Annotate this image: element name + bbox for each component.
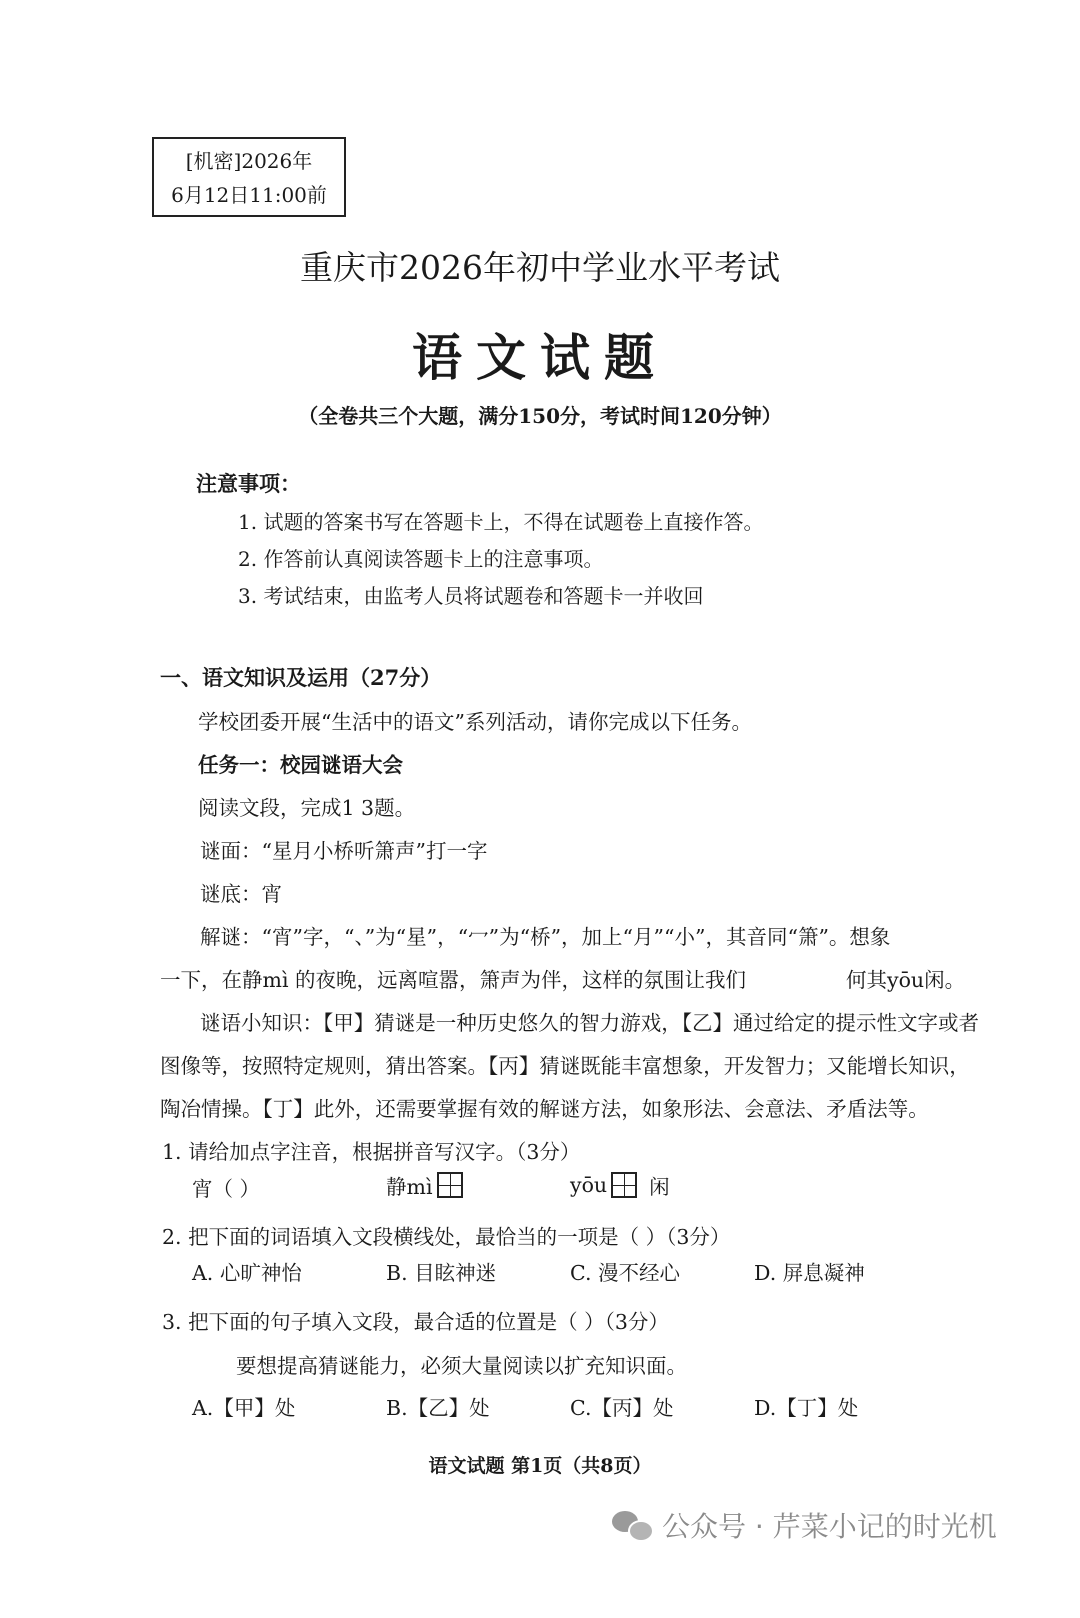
q3-option-b: B.【乙】处 [386, 1396, 490, 1420]
question-2-stem: 2. 把下面的词语填入文段横线处，最恰当的一项是（ ）（3分） [162, 1225, 731, 1249]
confidential-line1: [机密]2026年 [185, 149, 313, 173]
reading-instruction: 阅读文段，完成1 3题。 [198, 796, 416, 820]
riddle-answer: 谜底：宵 [200, 882, 282, 906]
section-intro: 学校团委开展“生活中的语文”系列活动，请你完成以下任务。 [198, 710, 752, 734]
answer-box[interactable] [437, 1172, 463, 1198]
page-footer: 语文试题 第1页（共8页） [428, 1455, 652, 1477]
q2-option-a: A. 心旷神怡 [192, 1261, 302, 1285]
note-item: 2. 作答前认真阅读答题卡上的注意事项。 [238, 547, 604, 571]
answer-box[interactable] [611, 1172, 637, 1198]
q1-item-you [570, 1170, 670, 1200]
riddle-explain-line: 一下，在静mì 的夜晚，远离喧嚣，箫声为伴，这样的氛围让我们 [160, 968, 747, 992]
watermark-text: 公众号 · 芹菜小记的时光机 [662, 1510, 997, 1543]
q2-option-b: B. 目眩神迷 [386, 1261, 497, 1285]
q1-item-jing-label: 静mì [386, 1175, 433, 1199]
subject-title: 语文试题 [412, 328, 668, 387]
section-title: 一、语文知识及运用（27分） [160, 665, 442, 690]
knowledge-line: 陶冶情操。【丁】此外，还需要掌握有效的解谜方法，如象形法、会意法、矛盾法等。 [160, 1097, 929, 1121]
q2-option-c: C. 漫不经心 [570, 1261, 680, 1285]
confidential-stamp [152, 137, 346, 217]
q1-item-xiao: 宵（ ） [192, 1177, 261, 1201]
q3-option-d: D.【丁】处 [754, 1396, 859, 1420]
q2-option-d: D. 屏息凝神 [754, 1261, 865, 1285]
question-3-stem: 3. 把下面的句子填入文段，最合适的位置是（ ）（3分） [162, 1310, 669, 1334]
q1-item-jing [386, 1170, 463, 1200]
q3-sentence: 要想提高猜谜能力，必须大量阅读以扩充知识面。 [236, 1354, 687, 1378]
note-item: 1. 试题的答案书写在答题卡上，不得在试题卷上直接作答。 [238, 510, 764, 534]
note-item: 3. 考试结束，由监考人员将试题卷和答题卡一并收回 [238, 584, 704, 608]
wechat-icon [612, 1509, 652, 1541]
q3-option-c: C.【丙】处 [570, 1396, 674, 1420]
task-title: 任务一：校园谜语大会 [198, 753, 403, 777]
notes-heading: 注意事项： [196, 471, 301, 496]
q1-item-you-tail: 闲 [649, 1175, 670, 1199]
knowledge-line: 谜语小知识：【甲】猜谜是一种历史悠久的智力游戏，【乙】通过给定的提示性文字或者 [200, 1011, 979, 1035]
exam-info: （全卷共三个大题，满分150分，考试时间120分钟） [298, 404, 782, 428]
q1-item-you-label: yōu [570, 1173, 608, 1197]
confidential-line2: 6月12日11:00前 [171, 183, 327, 207]
riddle-face: 谜面：“星月小桥听箫声”打一字 [200, 839, 488, 863]
q3-option-a: A.【甲】处 [192, 1396, 296, 1420]
question-1-stem: 1. 请给加点字注音，根据拼音写汉字。（3分） [162, 1140, 581, 1164]
riddle-explain-line-end: 何其yōu闲。 [846, 968, 966, 992]
riddle-explain-line: 解谜：“宵”字，“、”为“星”，“冖”为“桥”，加上“月”“小”，其音同“箫”。想象 [200, 925, 891, 949]
watermark [612, 1505, 997, 1545]
knowledge-line: 图像等，按照特定规则，猜出答案。【丙】猜谜既能丰富想象，开发智力；又能增长知识， [160, 1054, 970, 1078]
exam-name: 重庆市2026年初中学业水平考试 [300, 248, 780, 287]
